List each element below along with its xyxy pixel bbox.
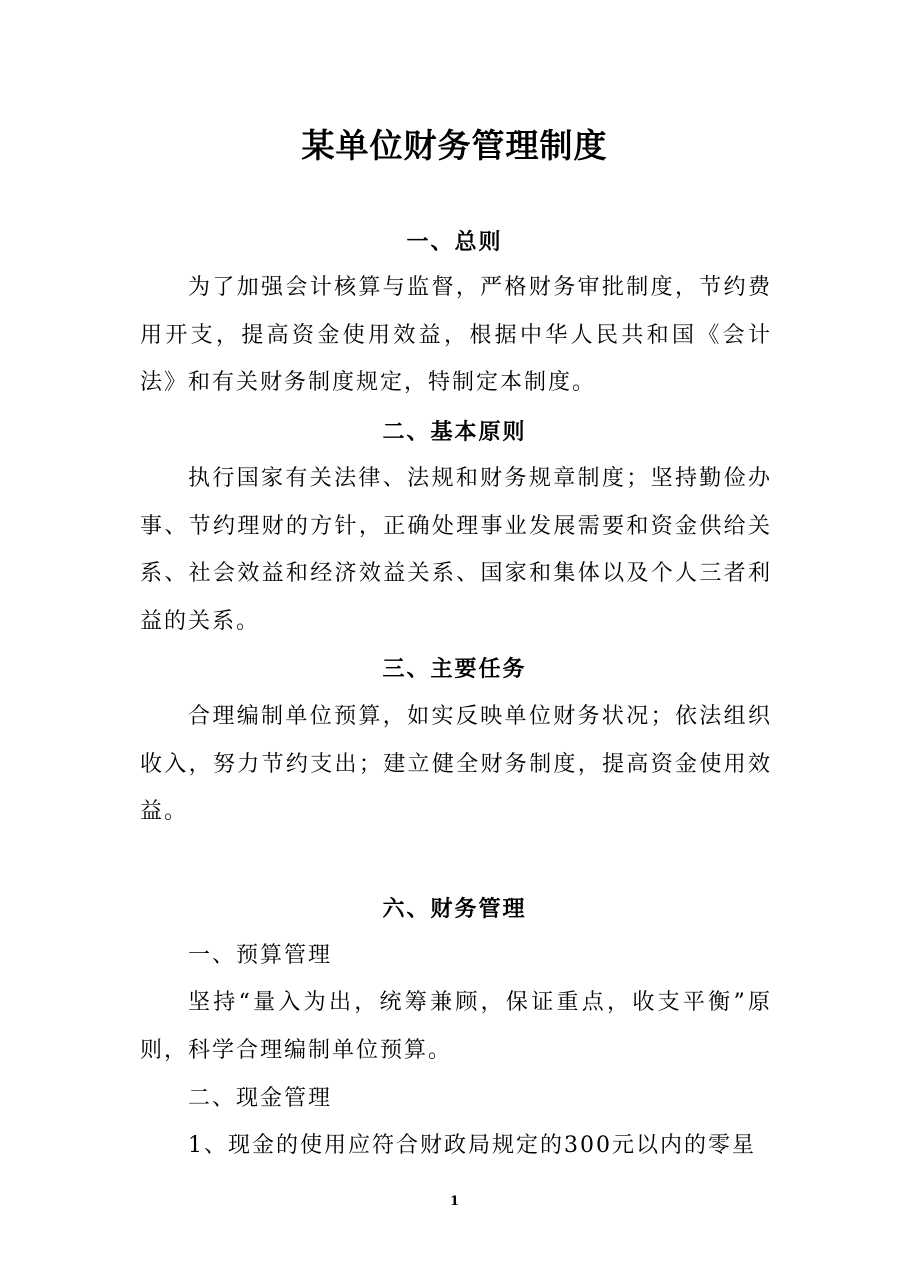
budget-management-body: 坚持“量入为出，统筹兼顾，保证重点，收支平衡”原则，科学合理编制单位预算。 — [140, 990, 772, 1063]
page-number: 1 — [449, 1194, 460, 1209]
section-heading-financial-management: 六、财务管理 — [382, 896, 527, 922]
section-body-principles: 执行国家有关法律、法规和财务规章制度；坚持勤俭办事、节约理财的方针，正确处理事业发展需要和资金供给关系、社会效益和经济效益关系、国家和集体以及个人三者利益的关系。 — [140, 466, 772, 634]
cash-management-item-1: 1、现金的使用应符合财政局规定的300元以内的零星 — [188, 1133, 756, 1158]
section-heading-principles: 二、基本原则 — [382, 419, 527, 445]
section-heading-general: 一、总则 — [406, 229, 503, 255]
document-title: 某单位财务管理制度 — [301, 126, 608, 165]
subheading-cash-management: 二、现金管理 — [188, 1086, 333, 1111]
section-body-tasks: 合理编制单位预算，如实反映单位财务状况；依法组织收入，努力节约支出；建立健全财务制度，提高资金使用效益。 — [140, 704, 772, 825]
subheading-budget-management: 一、预算管理 — [188, 943, 333, 968]
section-body-general: 为了加强会计核算与监督，严格财务审批制度，节约费用开支，提高资金使用效益，根据中华人民共和国《会计法》和有关财务制度规定，特制定本制度。 — [140, 275, 772, 396]
section-heading-tasks: 三、主要任务 — [382, 656, 527, 682]
